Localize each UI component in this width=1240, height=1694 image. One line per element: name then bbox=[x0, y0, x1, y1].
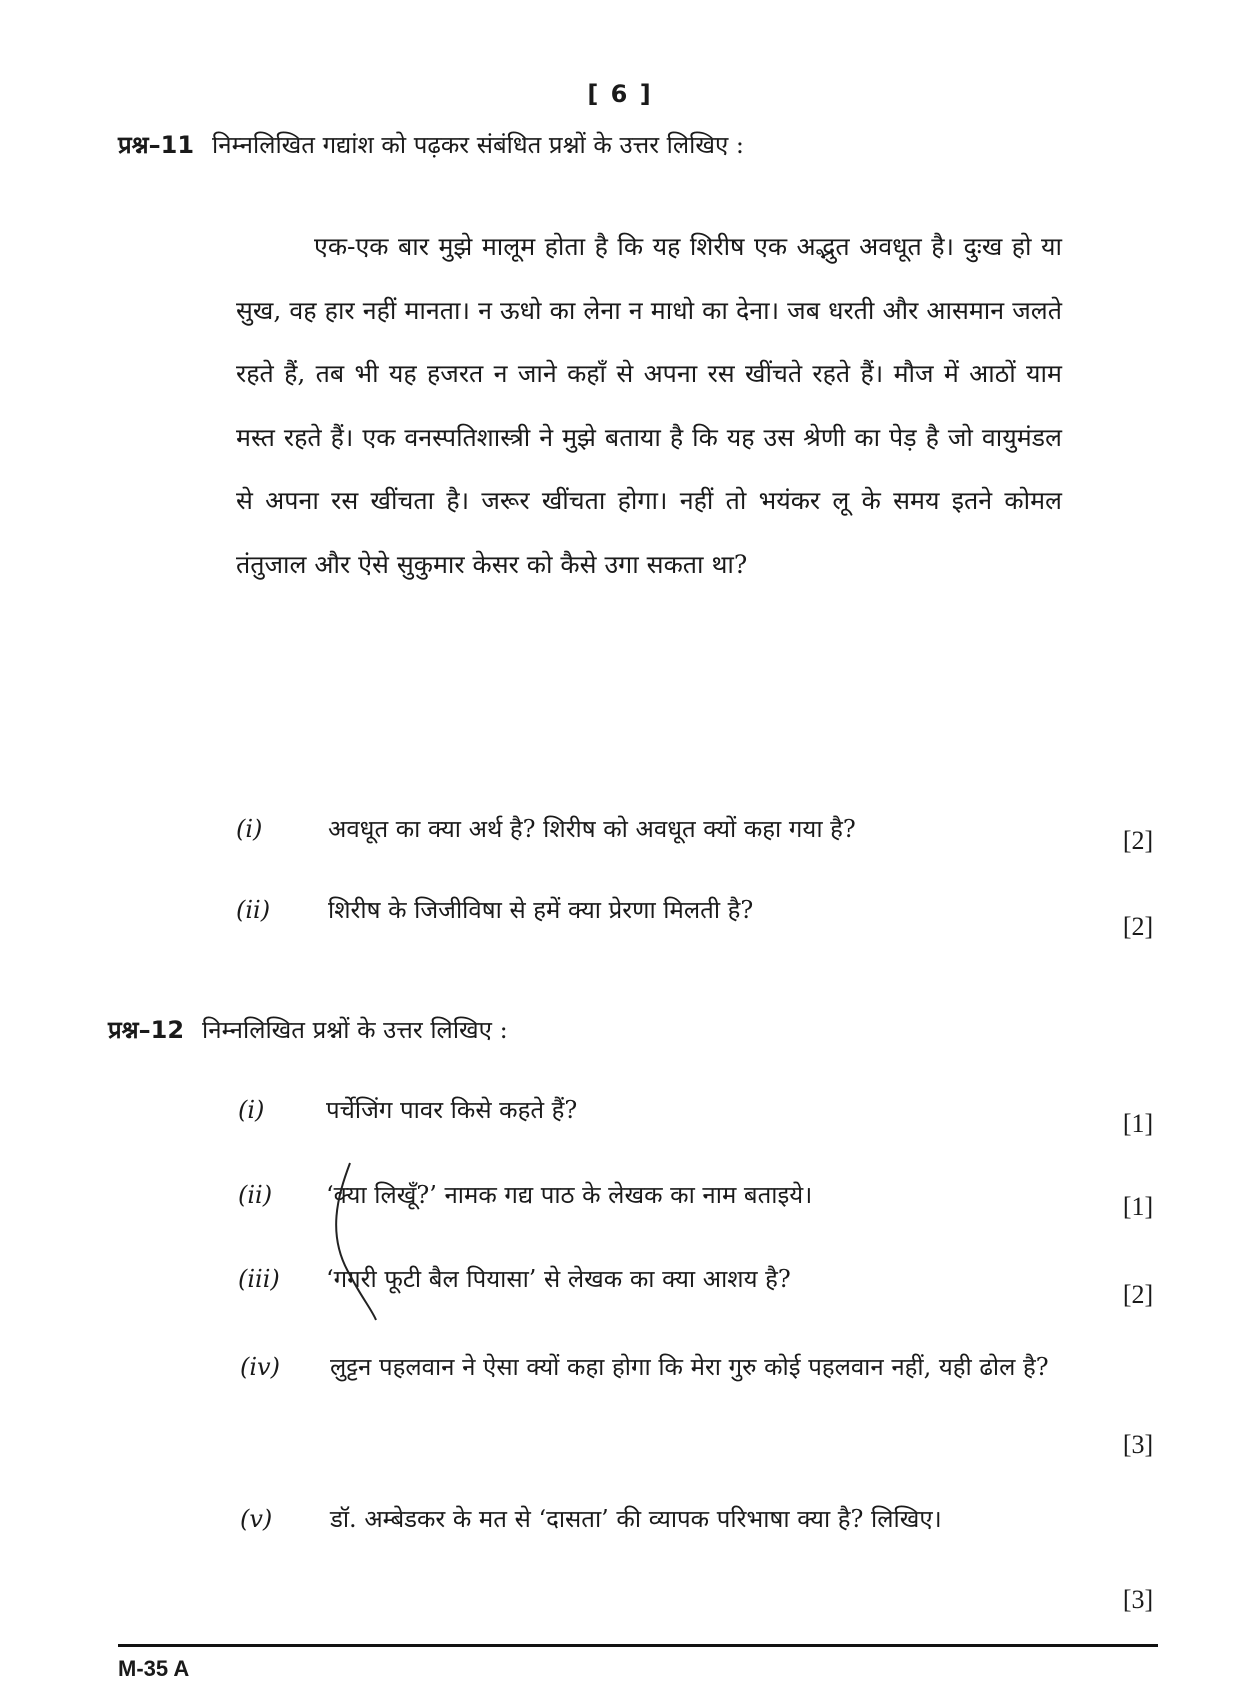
q11-item-2-number: (ii) bbox=[236, 896, 271, 924]
q11-item-1-text: अवधूत का क्या अर्थ है? शिरीष को अवधूत क्यों कहा गया है? bbox=[328, 815, 856, 843]
q12-item-1-text: पर्चेजिंग पावर किसे कहते हैं? bbox=[326, 1096, 578, 1124]
q12-item-2-text: ‘क्या लिखूँ?’ नामक गद्य पाठ के लेखक का नाम बताइये। bbox=[326, 1181, 813, 1209]
q12-item-4-marks: [3] bbox=[1122, 1430, 1154, 1459]
q12-item-1-number: (i) bbox=[238, 1096, 265, 1124]
question-11-passage: एक-एक बार मुझे मालूम होता है कि यह शिरीष एक अद्भुत अवधूत है। दुःख हो या सुख, वह हार नहीं मानता। न ऊधो का लेना न माधो का देना। जब धरती और आसमान जलते रहते हैं, तब भी यह हजरत न जाने कहाँ से अपना रस खींचते रहते हैं। मौज में आठों याम मस्त रहते हैं। एक वनस्पतिशास्त्री ने मुझे बताया है कि यह उस श्रेणी का पेड़ है जो वायुमंडल से अपना रस खींचता है। जरूर खींचता होगा। नहीं तो भयंकर लू के समय इतने कोमल तंतुजाल और ऐसे सुकुमार केसर को कैसे उगा सकता था? bbox=[236, 232, 1062, 579]
q12-item-2-marks: [1] bbox=[1122, 1192, 1154, 1221]
q11-item-2-text: शिरीष के जिजीविषा से हमें क्या प्रेरणा मिलती है? bbox=[328, 896, 754, 924]
question-11-heading bbox=[118, 128, 744, 162]
q12-item-1-marks: [1] bbox=[1122, 1109, 1154, 1138]
question-11-instruction: निम्नलिखित गद्यांश को पढ़कर संबंधित प्रश्नों के उत्तर लिखिए : bbox=[212, 131, 744, 159]
q12-item-5-marks: [3] bbox=[1122, 1585, 1154, 1614]
handwritten-bracket-mark bbox=[320, 1155, 380, 1325]
q12-item-4-text: लुट्टन पहलवान ने ऐसा क्यों कहा होगा कि मेरा गुरु कोई पहलवान नहीं, यही ढोल है? bbox=[330, 1353, 1049, 1381]
q11-item-1-marks: [2] bbox=[1122, 826, 1154, 855]
question-12-label: प्रश्न–12 bbox=[108, 1016, 185, 1044]
q12-item-5-number: (v) bbox=[240, 1505, 273, 1533]
page-number: [ 6 ] bbox=[587, 80, 653, 108]
q12-item-3-number: (iii) bbox=[238, 1265, 280, 1293]
q11-item-2-marks: [2] bbox=[1122, 912, 1154, 941]
q12-item-5-text: डॉ. अम्बेडकर के मत से ‘दासता’ की व्यापक परिभाषा क्या है? लिखिए। bbox=[330, 1505, 942, 1533]
q11-item-1-number: (i) bbox=[236, 815, 263, 843]
q12-item-3-marks: [2] bbox=[1122, 1280, 1154, 1309]
q12-item-4-number: (iv) bbox=[240, 1353, 280, 1381]
question-12-instruction: निम्नलिखित प्रश्नों के उत्तर लिखिए : bbox=[202, 1016, 508, 1044]
footer-rule bbox=[118, 1644, 1158, 1647]
question-12-heading bbox=[108, 1013, 508, 1047]
question-11-label: प्रश्न–11 bbox=[118, 131, 195, 159]
q12-item-2-number: (ii) bbox=[238, 1181, 273, 1209]
q12-item-3-text: ‘गगरी फूटी बैल पियासा’ से लेखक का क्या आशय है? bbox=[326, 1265, 791, 1293]
paper-code: M-35 A bbox=[118, 1656, 190, 1681]
